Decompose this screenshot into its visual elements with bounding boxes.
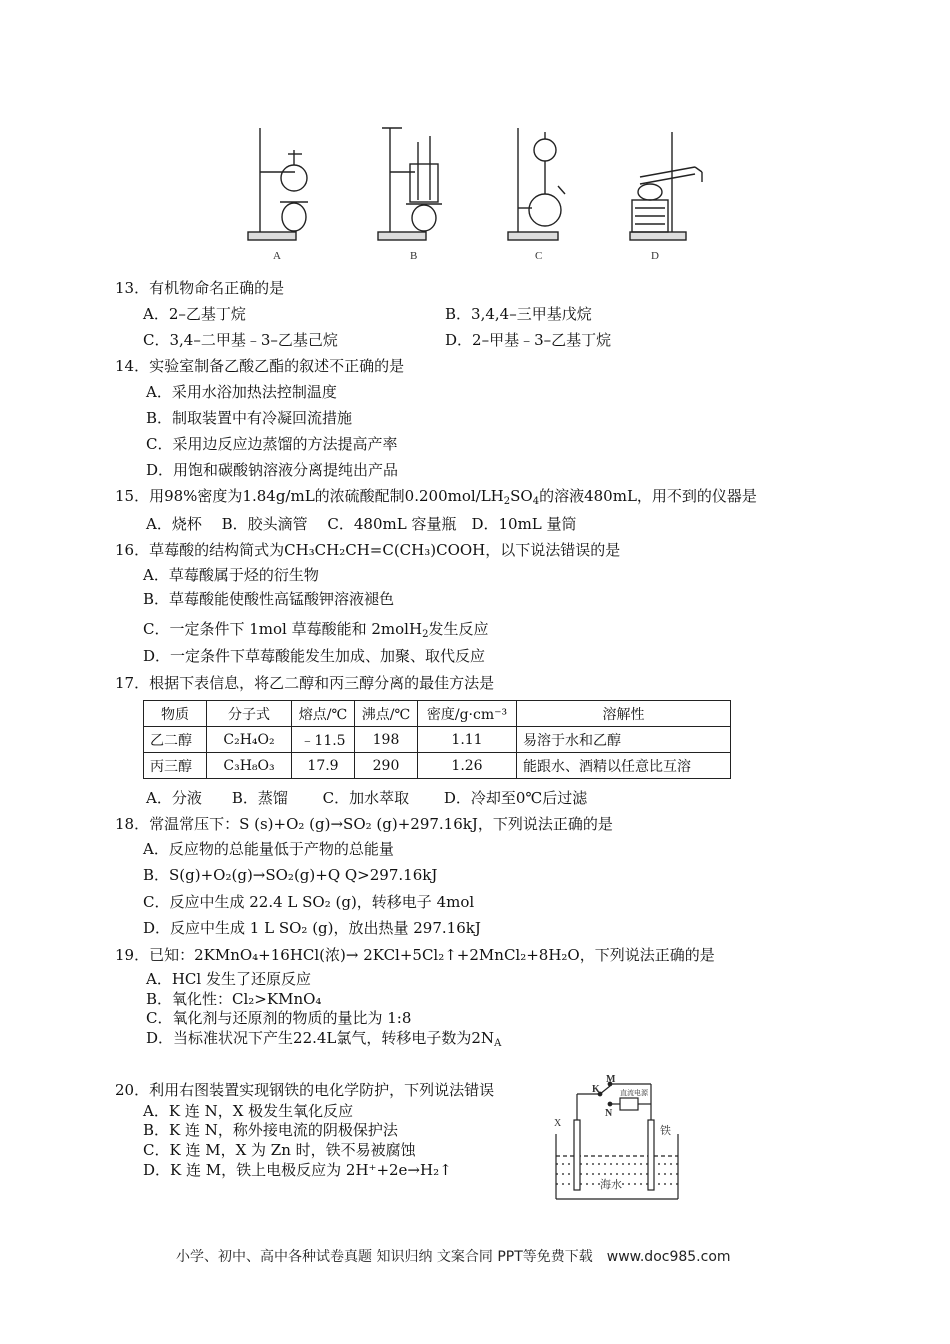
question-19-stem: 19．已知：2KMnO₄+16HCl(浓)→ 2KCl+5Cl₂↑+2MnCl₂+8H₂O，下列说法正确的是 bbox=[115, 946, 715, 964]
table-header-cell: 溶解性 bbox=[517, 701, 731, 727]
table-row bbox=[144, 753, 731, 779]
question-15-options: A．烧杯 B．胶头滴管 C．480mL 容量瓶 D．10mL 量筒 bbox=[146, 515, 577, 533]
table-cell: C₂H₄O₂ bbox=[207, 727, 292, 753]
question-15-stem-part-3: 的溶液480mL，用不到的仪器是 bbox=[539, 487, 757, 505]
question-13-option-b: B．3,4,4–三甲基戊烷 bbox=[445, 305, 592, 323]
question-18-option-a: A．反应物的总能量低于产物的总能量 bbox=[143, 840, 394, 858]
figure-label-c: C bbox=[535, 250, 543, 262]
figure-label-k: K bbox=[592, 1084, 600, 1095]
question-16-stem: 16．草莓酸的结构简式为CH₃CH₂CH=C(CH₃)COOH，以下说法错误的是 bbox=[115, 541, 621, 559]
question-17-options: A．分液 B．蒸馏 C．加水萃取 D．冷却至0℃后过滤 bbox=[146, 789, 588, 807]
question-14-stem: 14．实验室制备乙酸乙酯的叙述不正确的是 bbox=[115, 357, 405, 375]
question-15-stem bbox=[115, 486, 757, 506]
table-cell: 290 bbox=[355, 753, 418, 779]
question-18-stem: 18．常温常压下：S (s)+O₂ (g)→SO₂ (g)+297.16kJ，下列说法正确的是 bbox=[115, 815, 613, 833]
question-20-option-a: A．K 连 N，X 极发生氧化反应 bbox=[143, 1102, 354, 1120]
table-cell: 17.9 bbox=[292, 753, 355, 779]
apparatus-figure bbox=[240, 122, 720, 267]
question-14-option-c: C．采用边反应边蒸馏的方法提高产率 bbox=[146, 435, 398, 453]
table-header-cell: 物质 bbox=[144, 701, 207, 727]
table-row bbox=[144, 727, 731, 753]
question-14-option-a: A．采用水浴加热法控制温度 bbox=[146, 383, 337, 401]
figure-label-a: A bbox=[273, 250, 281, 262]
question-13-option-a: A．2–乙基丁烷 bbox=[143, 305, 246, 323]
question-16-option-c-part-2: 发生反应 bbox=[428, 620, 489, 638]
question-18-option-b: B．S(g)+O₂(g)→SO₂(g)+Q Q>297.16kJ bbox=[143, 866, 438, 884]
question-16-option-c-sub: 2 bbox=[422, 629, 429, 640]
question-18-option-d: D．反应中生成 1 L SO₂ (g)，放出热量 297.16kJ bbox=[143, 919, 481, 937]
question-13-option-d: D．2–甲基﹣3–乙基丁烷 bbox=[445, 331, 612, 349]
table-header-row bbox=[144, 701, 731, 727]
question-16-option-c bbox=[143, 619, 488, 639]
figure-label-x: X bbox=[554, 1118, 562, 1129]
table-cell: C₃H₈O₃ bbox=[207, 753, 292, 779]
question-19-option-d-text: D．当标准状况下产生22.4L氯气，转移电子数为2N bbox=[146, 1029, 495, 1047]
question-19-option-d-sub: A bbox=[494, 1038, 502, 1049]
question-20-option-c: C．K 连 M，X 为 Zn 时，铁不易被腐蚀 bbox=[143, 1141, 416, 1159]
figure-label-b: B bbox=[410, 250, 418, 262]
properties-table bbox=[143, 700, 731, 779]
question-14-option-d: D．用饱和碳酸钠溶液分离提纯出产品 bbox=[146, 461, 399, 479]
table-cell: 丙三醇 bbox=[144, 753, 207, 779]
table-cell: 198 bbox=[355, 727, 418, 753]
question-15-sub-2: 2 bbox=[503, 496, 511, 507]
question-17-stem: 17．根据下表信息，将乙二醇和丙三醇分离的最佳方法是 bbox=[115, 674, 495, 692]
question-20-option-d: D．K 连 M，铁上电极反应为 2H⁺+2e→H₂↑ bbox=[143, 1161, 452, 1179]
question-15-sub-4: 4 bbox=[532, 496, 540, 507]
table-cell: 乙二醇 bbox=[144, 727, 207, 753]
question-19-option-a: A．HCl 发生了还原反应 bbox=[146, 970, 311, 988]
question-19-option-d bbox=[146, 1028, 501, 1048]
figure-label-d: D bbox=[651, 250, 659, 262]
question-13-stem: 13．有机物命名正确的是 bbox=[115, 279, 285, 297]
question-15-stem-part-2: SO bbox=[510, 487, 533, 505]
question-15-stem-part-1: 15．用98%密度为1.84g/mL的浓硫酸配制0.200mol/LH bbox=[115, 487, 504, 505]
figure-label-iron: 铁 bbox=[660, 1125, 671, 1137]
question-16-option-d: D．一定条件下草莓酸能发生加成、加聚、取代反应 bbox=[143, 647, 486, 665]
table-cell: 能跟水、酒精以任意比互溶 bbox=[517, 753, 731, 779]
figure-label-m: M bbox=[606, 1074, 616, 1085]
question-20-option-b: B．K 连 N，称外接电流的阴极保护法 bbox=[143, 1121, 398, 1139]
table-header-cell: 密度/g·cm⁻³ bbox=[418, 701, 517, 727]
question-19-option-c: C．氧化剂与还原剂的物质的量比为 1:8 bbox=[146, 1009, 412, 1027]
table-cell: 1.11 bbox=[418, 727, 517, 753]
question-13-option-c: C．3,4–二甲基﹣3–乙基己烷 bbox=[143, 331, 338, 349]
page-footer: 小学、初中、高中各种试卷真题 知识归纳 文案合同 PPT等免费下载 www.doc985.com bbox=[176, 1249, 731, 1265]
table-cell: ﹣11.5 bbox=[292, 727, 355, 753]
question-14-option-b: B．制取装置中有冷凝回流措施 bbox=[146, 409, 353, 427]
question-16-option-a: A．草莓酸属于烃的衍生物 bbox=[143, 566, 319, 584]
table-cell: 易溶于水和乙醇 bbox=[517, 727, 731, 753]
question-18-option-c: C．反应中生成 22.4 L SO₂ (g)，转移电子 4mol bbox=[143, 893, 475, 911]
question-16-option-b: B．草莓酸能使酸性高锰酸钾溶液褪色 bbox=[143, 590, 395, 608]
table-header-cell: 沸点/℃ bbox=[355, 701, 418, 727]
question-16-option-c-part-1: C．一定条件下 1mol 草莓酸能和 2molH bbox=[143, 620, 423, 638]
figure-label-n: N bbox=[605, 1108, 613, 1119]
question-19-option-b: B．氧化性：Cl₂>KMnO₄ bbox=[146, 990, 322, 1008]
figure-label-power: 直流电源 bbox=[620, 1089, 648, 1097]
figure-label-seawater: 海水 bbox=[600, 1176, 622, 1192]
table-header-cell: 分子式 bbox=[207, 701, 292, 727]
table-header-cell: 熔点/℃ bbox=[292, 701, 355, 727]
question-20-stem: 20．利用右图装置实现钢铁的电化学防护，下列说法错误 bbox=[115, 1081, 495, 1099]
table-cell: 1.26 bbox=[418, 753, 517, 779]
